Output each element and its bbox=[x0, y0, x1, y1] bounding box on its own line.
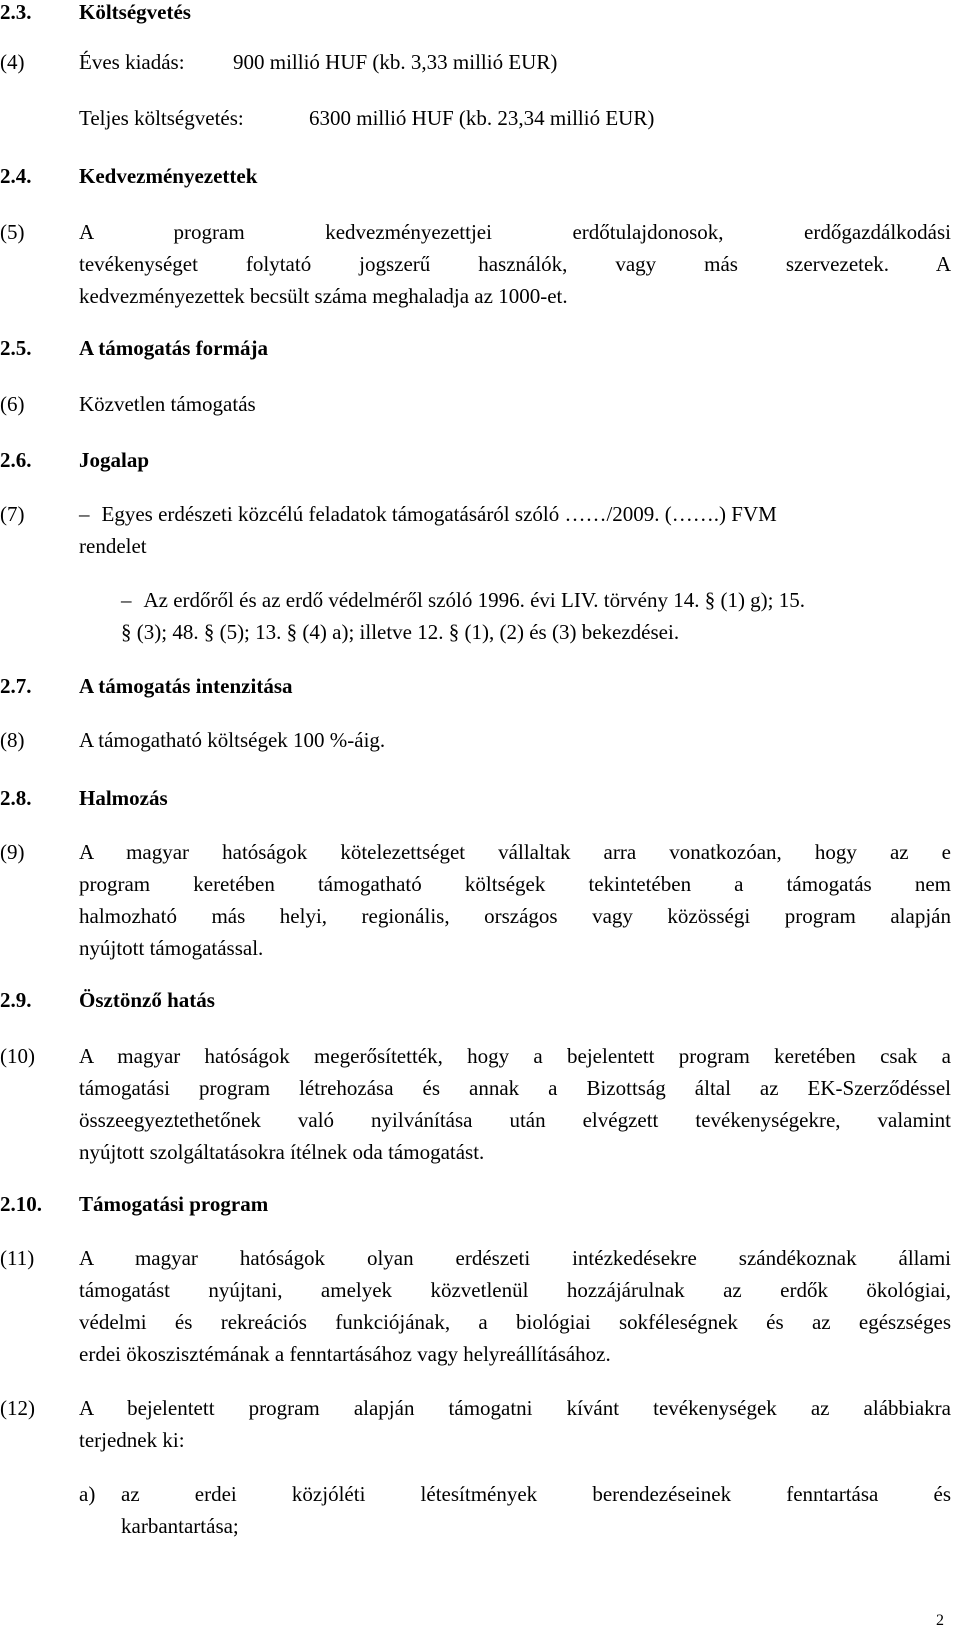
paragraph-line: nyújtott szolgáltatásokra ítélnek oda támogatást. bbox=[79, 1140, 485, 1164]
paragraph-line: erdei ökoszisztémának a fenntartásához vagy helyreállításához. bbox=[79, 1342, 611, 1366]
section-title: Halmozás bbox=[79, 786, 168, 810]
section-number: 2.3. bbox=[0, 0, 32, 24]
section-title: Jogalap bbox=[79, 448, 150, 472]
paragraph-number: (8) bbox=[0, 728, 25, 752]
paragraph-line: támogatási program létrehozása és annak a Bizottság által az EK-Szerződéssel bbox=[79, 1076, 951, 1100]
legal-basis-item-continuation: § (3); 48. § (5); 13. § (4) a); illetve 12. § (1), (2) és (3) bekezdései. bbox=[121, 620, 680, 644]
section-number: 2.4. bbox=[0, 164, 32, 188]
paragraph-line: védelmi és rekreációs funkciójának, a biológiai sokféleségnek és az egészséges bbox=[79, 1310, 951, 1334]
paragraph-line: A magyar hatóságok kötelezettséget vállaltak arra vonatkozóan, hogy az e bbox=[79, 840, 951, 864]
paragraph-line: nyújtott támogatással. bbox=[79, 936, 264, 960]
paragraph-text: Közvetlen támogatás bbox=[79, 392, 256, 416]
section-title: Támogatási program bbox=[79, 1192, 269, 1216]
paragraph-line: kedvezményezettek becsült száma meghaladja az 1000-et. bbox=[79, 284, 568, 308]
section-title: A támogatás formája bbox=[79, 336, 268, 360]
legal-basis-item: – Az erdőről és az erdő védelméről szóló 1996. évi LIV. törvény 14. § (1) g); 15. bbox=[121, 586, 805, 614]
paragraph-number: (4) bbox=[0, 50, 25, 74]
section-number: 2.10. bbox=[0, 1192, 42, 1216]
paragraph-line: A program kedvezményezettjei erdőtulajdonosok, erdőgazdálkodási bbox=[79, 220, 951, 244]
paragraph-line: A magyar hatóságok megerősítették, hogy a bejelentett program keretében csak a bbox=[79, 1044, 951, 1068]
paragraph-number: (11) bbox=[0, 1246, 35, 1270]
section-number: 2.8. bbox=[0, 786, 32, 810]
paragraph-number: (9) bbox=[0, 840, 25, 864]
paragraph-line: A bejelentett program alapján támogatni kívánt tevékenységek az alábbiakra bbox=[79, 1396, 951, 1420]
paragraph-line: program keretében támogatható költségek tekintetében a támogatás nem bbox=[79, 872, 951, 896]
section-number: 2.9. bbox=[0, 988, 32, 1012]
section-number: 2.5. bbox=[0, 336, 32, 360]
paragraph-line: terjednek ki: bbox=[79, 1428, 185, 1452]
paragraph-number: (6) bbox=[0, 392, 25, 416]
paragraph-line: támogatást nyújtani, amelyek közvetlenül hozzájárulnak az erdők ökológiai, bbox=[79, 1278, 951, 1302]
paragraph-line: összeegyeztethetőnek való nyilvánítása után elvégzett tevékenységekre, valamint bbox=[79, 1108, 951, 1132]
legal-basis-item-continuation: rendelet bbox=[79, 534, 147, 558]
section-number: 2.7. bbox=[0, 674, 32, 698]
section-number: 2.6. bbox=[0, 448, 32, 472]
budget-label-annual: Éves kiadás: bbox=[79, 50, 185, 74]
paragraph-line: A magyar hatóságok olyan erdészeti intézkedésekre szándékoznak állami bbox=[79, 1246, 951, 1270]
section-title: Kedvezményezettek bbox=[79, 164, 258, 188]
list-item-line: karbantartása; bbox=[121, 1514, 239, 1538]
paragraph-number: (10) bbox=[0, 1044, 35, 1068]
paragraph-number: (5) bbox=[0, 220, 25, 244]
section-title: A támogatás intenzitása bbox=[79, 674, 293, 698]
page-number: 2 bbox=[936, 1612, 944, 1629]
budget-value-total: 6300 millió HUF (kb. 23,34 millió EUR) bbox=[309, 106, 655, 130]
paragraph-line: halmozható más helyi, regionális, országos vagy közösségi program alapján bbox=[79, 904, 951, 928]
paragraph-line: tevékenységet folytató jogszerű használók, vagy más szervezetek. A bbox=[79, 252, 951, 276]
paragraph-number: (12) bbox=[0, 1396, 35, 1420]
budget-label-total: Teljes költségvetés: bbox=[79, 106, 244, 130]
paragraph-number: (7) bbox=[0, 502, 25, 526]
list-item-line: az erdei közjóléti létesítmények berendezéseinek fenntartása és bbox=[121, 1482, 951, 1506]
paragraph-text: A támogatható költségek 100 %-áig. bbox=[79, 728, 386, 752]
section-title: Ösztönző hatás bbox=[79, 988, 215, 1012]
section-title: Költségvetés bbox=[79, 0, 191, 24]
list-item-label: a) bbox=[79, 1482, 96, 1506]
legal-basis-item: – Egyes erdészeti közcélú feladatok támogatásáról szóló ……/2009. (…….) FVM bbox=[79, 500, 777, 528]
budget-value-annual: 900 millió HUF (kb. 3,33 millió EUR) bbox=[233, 50, 558, 74]
